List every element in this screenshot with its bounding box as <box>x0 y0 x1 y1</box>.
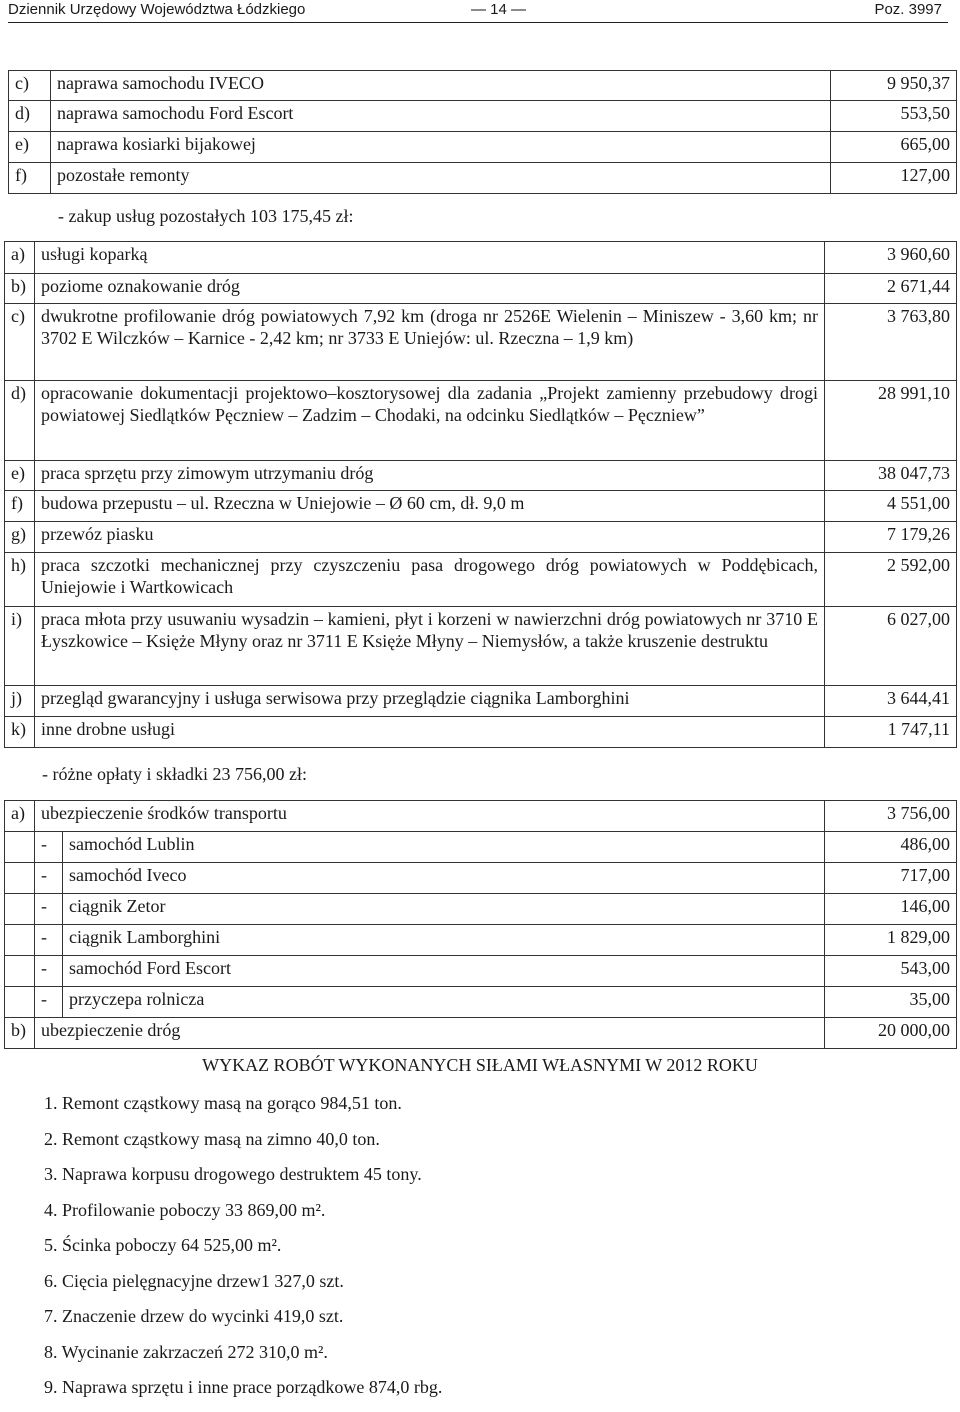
row-description: naprawa samochodu Ford Escort <box>51 101 831 132</box>
table-row <box>5 381 957 461</box>
row-amount: 38 047,73 <box>825 461 957 491</box>
row-amount: 3 644,41 <box>825 686 957 717</box>
table-row <box>5 894 957 925</box>
row-amount: 553,50 <box>831 101 957 132</box>
row-letter: e) <box>9 132 51 163</box>
table-row <box>5 607 957 686</box>
row-blank <box>5 832 35 863</box>
row-dash: - <box>35 987 63 1018</box>
row-description: przewóz piasku <box>35 522 825 553</box>
row-description: budowa przepustu – ul. Rzeczna w Uniejowie – Ø 60 cm, dł. 9,0 m <box>35 491 825 522</box>
table-row <box>5 304 957 381</box>
table-row <box>9 132 957 163</box>
row-blank <box>5 956 35 987</box>
list-item: 4. Profilowanie poboczy 33 869,00 m². <box>44 1199 326 1220</box>
table-row <box>5 801 957 832</box>
row-letter: a) <box>5 242 35 274</box>
row-amount: 6 027,00 <box>825 607 957 686</box>
row-blank <box>5 863 35 894</box>
row-amount: 4 551,00 <box>825 491 957 522</box>
row-letter: e) <box>5 461 35 491</box>
table-row <box>5 686 957 717</box>
row-description: inne drobne usługi <box>35 717 825 748</box>
table-row <box>5 553 957 607</box>
row-letter: c) <box>9 71 51 101</box>
row-letter: c) <box>5 304 35 381</box>
services-table <box>4 241 957 748</box>
services-subheading: - zakup usług pozostałych 103 175,45 zł: <box>58 206 354 226</box>
table-row <box>5 987 957 1018</box>
row-dash: - <box>35 956 63 987</box>
row-description: naprawa samochodu IVECO <box>51 71 831 101</box>
list-item: 9. Naprawa sprzętu i inne prace porządkowe 874,0 rbg. <box>44 1377 443 1397</box>
table-row <box>5 717 957 748</box>
row-blank <box>5 894 35 925</box>
page-number: — 14 — <box>471 1 527 18</box>
list-item: 6. Cięcia pielęgnacyjne drzew1 327,0 szt. <box>44 1270 344 1291</box>
row-amount: 1 829,00 <box>825 925 957 956</box>
row-description: ubezpieczenie dróg <box>35 1018 825 1049</box>
section-title: WYKAZ ROBÓT WYKONANYCH SIŁAMI WŁASNYMI W 2012 ROKU <box>202 1055 758 1075</box>
row-amount: 2 671,44 <box>825 274 957 304</box>
row-amount: 7 179,26 <box>825 522 957 553</box>
table-row <box>9 101 957 132</box>
row-amount: 717,00 <box>825 863 957 894</box>
row-letter: b) <box>5 274 35 304</box>
table-row <box>5 863 957 894</box>
row-amount: 35,00 <box>825 987 957 1018</box>
row-description: praca sprzętu przy zimowym utrzymaniu dróg <box>35 461 825 491</box>
table-row <box>5 925 957 956</box>
row-amount: 1 747,11 <box>825 717 957 748</box>
table-row <box>5 274 957 304</box>
table-row <box>9 163 957 194</box>
row-amount: 665,00 <box>831 132 957 163</box>
row-amount: 20 000,00 <box>825 1018 957 1049</box>
row-amount: 2 592,00 <box>825 553 957 607</box>
row-letter: d) <box>5 381 35 461</box>
table-row <box>5 832 957 863</box>
list-item: 5. Ścinka poboczy 64 525,00 m². <box>44 1235 282 1255</box>
row-letter: h) <box>5 553 35 607</box>
row-description: samochód Lublin <box>63 832 825 863</box>
row-letter: g) <box>5 522 35 553</box>
list-item: 8. Wycinanie zakrzaczeń 272 310,0 m². <box>44 1341 328 1362</box>
row-description: naprawa kosiarki bijakowej <box>51 132 831 163</box>
row-dash: - <box>35 832 63 863</box>
fees-subheading: - różne opłaty i składki 23 756,00 zł: <box>42 764 307 784</box>
row-amount: 28 991,10 <box>825 381 957 461</box>
row-description: praca szczotki mechanicznej przy czyszczeniu pasa drogowego dróg powiatowych w Poddębicach, Uniejowie i Wartkowicach <box>35 553 825 607</box>
list-item: 7. Znaczenie drzew do wycinki 419,0 szt. <box>44 1306 344 1326</box>
row-description: poziome oznakowanie dróg <box>35 274 825 304</box>
row-description: usługi koparką <box>35 242 825 274</box>
row-blank <box>5 987 35 1018</box>
row-description: opracowanie dokumentacji projektowo–kosztorysowej dla zadania „Projekt zamienny przebudowy drogi powiatowej Siedlątków Pęczniew – Zadzim – Chodaki, na odcinku Siedlątków – Pęczniew” <box>35 381 825 461</box>
page-header <box>8 0 948 23</box>
row-description: ciągnik Zetor <box>63 894 825 925</box>
works-list <box>44 1092 442 1412</box>
row-amount: 543,00 <box>825 956 957 987</box>
row-letter: j) <box>5 686 35 717</box>
row-amount: 3 756,00 <box>825 801 957 832</box>
row-letter: f) <box>9 163 51 194</box>
row-description: ubezpieczenie środków transportu <box>35 801 825 832</box>
row-letter: d) <box>9 101 51 132</box>
row-description: dwukrotne profilowanie dróg powiatowych 7,92 km (droga nr 2526E Wielenin – Miniszew - 3,60 km; nr 3702 E Wilczków – Karnice - 2,42 km; nr 3733 E Uniejów: ul. Rzeczna – 1,9 km) <box>35 304 825 381</box>
insurance-table <box>4 800 957 1049</box>
row-blank <box>5 925 35 956</box>
list-item: 3. Naprawa korpusu drogowego destruktem 45 tony. <box>44 1164 422 1184</box>
list-item: 2. Remont cząstkowy masą na zimno 40,0 ton. <box>44 1128 380 1149</box>
row-amount: 9 950,37 <box>831 71 957 101</box>
table-row <box>5 461 957 491</box>
table-row <box>9 71 957 101</box>
list-item: 1. Remont cząstkowy masą na gorąco 984,51 ton. <box>44 1093 402 1113</box>
row-letter: i) <box>5 607 35 686</box>
row-description: praca młota przy usuwaniu wysadzin – kamieni, płyt i korzeni w nawierzchni dróg powiatowych nr 3710 E Łyszkowice – Księże Młyny oraz nr 3711 E Księże Młyny – Niemysłów, a także kruszenie destruktu <box>35 607 825 686</box>
row-amount: 146,00 <box>825 894 957 925</box>
row-description: ciągnik Lamborghini <box>63 925 825 956</box>
position-number: Poz. 3997 <box>874 1 942 18</box>
row-amount: 3 960,60 <box>825 242 957 274</box>
row-dash: - <box>35 925 63 956</box>
table-row <box>5 522 957 553</box>
repairs-table <box>8 70 957 194</box>
row-letter: f) <box>5 491 35 522</box>
journal-title: Dziennik Urzędowy Województwa Łódzkiego <box>8 1 306 18</box>
row-letter: a) <box>5 801 35 832</box>
row-description: samochód Iveco <box>63 863 825 894</box>
row-letter: k) <box>5 717 35 748</box>
row-description: przegląd gwarancyjny i usługa serwisowa przy przeglądzie ciągnika Lamborghini <box>35 686 825 717</box>
row-description: samochód Ford Escort <box>63 956 825 987</box>
row-description: przyczepa rolnicza <box>63 987 825 1018</box>
row-dash: - <box>35 863 63 894</box>
table-row <box>5 242 957 274</box>
row-amount: 127,00 <box>831 163 957 194</box>
table-row <box>5 491 957 522</box>
row-letter: b) <box>5 1018 35 1049</box>
table-row <box>5 956 957 987</box>
row-amount: 486,00 <box>825 832 957 863</box>
row-description: pozostałe remonty <box>51 163 831 194</box>
row-dash: - <box>35 894 63 925</box>
table-row <box>5 1018 957 1049</box>
row-amount: 3 763,80 <box>825 304 957 381</box>
